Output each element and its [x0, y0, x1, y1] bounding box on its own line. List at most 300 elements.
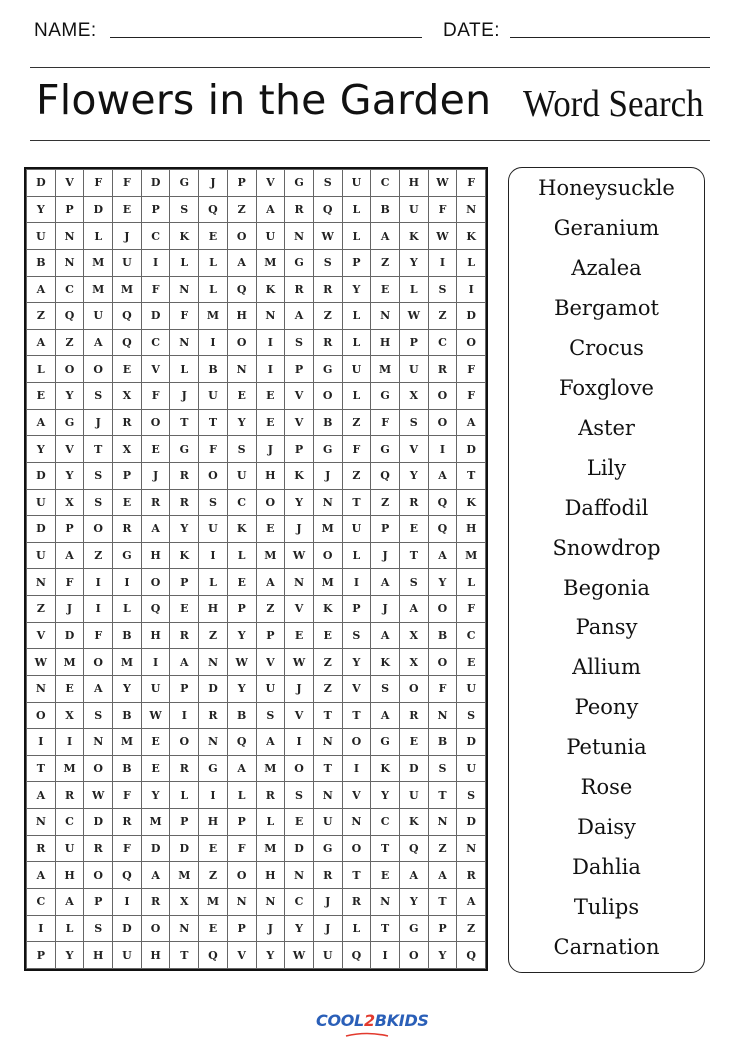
grid-cell[interactable]: O: [342, 835, 371, 862]
grid-cell[interactable]: A: [141, 862, 170, 889]
grid-cell[interactable]: N: [55, 249, 84, 276]
grid-cell[interactable]: A: [399, 862, 428, 889]
grid-cell[interactable]: E: [371, 276, 400, 303]
grid-cell[interactable]: W: [285, 942, 314, 969]
grid-cell[interactable]: Y: [371, 782, 400, 809]
grid-cell[interactable]: M: [113, 276, 142, 303]
grid-cell[interactable]: C: [141, 329, 170, 356]
grid-cell[interactable]: Z: [457, 915, 486, 942]
grid-cell[interactable]: P: [170, 809, 199, 836]
grid-cell[interactable]: Y: [428, 569, 457, 596]
grid-cell[interactable]: Z: [371, 249, 400, 276]
grid-cell[interactable]: L: [227, 542, 256, 569]
grid-cell[interactable]: Z: [227, 196, 256, 223]
grid-cell[interactable]: A: [457, 409, 486, 436]
grid-cell[interactable]: Q: [457, 942, 486, 969]
grid-cell[interactable]: W: [84, 782, 113, 809]
grid-cell[interactable]: G: [313, 356, 342, 383]
grid-cell[interactable]: R: [313, 329, 342, 356]
grid-cell[interactable]: P: [84, 888, 113, 915]
grid-cell[interactable]: E: [227, 569, 256, 596]
grid-cell[interactable]: S: [285, 329, 314, 356]
grid-cell[interactable]: U: [27, 223, 56, 250]
grid-cell[interactable]: Z: [313, 303, 342, 330]
grid-cell[interactable]: F: [141, 383, 170, 410]
grid-cell[interactable]: Y: [227, 675, 256, 702]
date-field[interactable]: [510, 37, 710, 38]
grid-cell[interactable]: M: [256, 755, 285, 782]
grid-cell[interactable]: N: [313, 729, 342, 756]
grid-cell[interactable]: P: [170, 569, 199, 596]
grid-cell[interactable]: S: [371, 675, 400, 702]
grid-cell[interactable]: O: [55, 356, 84, 383]
grid-cell[interactable]: G: [313, 436, 342, 463]
grid-cell[interactable]: S: [313, 249, 342, 276]
grid-cell[interactable]: J: [371, 542, 400, 569]
grid-cell[interactable]: M: [84, 276, 113, 303]
grid-cell[interactable]: N: [285, 569, 314, 596]
grid-cell[interactable]: I: [199, 782, 228, 809]
grid-cell[interactable]: Q: [313, 196, 342, 223]
grid-cell[interactable]: E: [285, 809, 314, 836]
grid-cell[interactable]: F: [428, 675, 457, 702]
grid-cell[interactable]: V: [27, 622, 56, 649]
grid-cell[interactable]: L: [342, 329, 371, 356]
grid-cell[interactable]: U: [113, 249, 142, 276]
grid-cell[interactable]: D: [199, 675, 228, 702]
grid-cell[interactable]: G: [199, 755, 228, 782]
grid-cell[interactable]: W: [399, 303, 428, 330]
grid-cell[interactable]: L: [27, 356, 56, 383]
grid-cell[interactable]: U: [27, 542, 56, 569]
grid-cell[interactable]: R: [399, 702, 428, 729]
grid-cell[interactable]: A: [227, 755, 256, 782]
grid-cell[interactable]: Y: [227, 409, 256, 436]
grid-cell[interactable]: H: [399, 170, 428, 197]
grid-cell[interactable]: U: [55, 835, 84, 862]
grid-cell[interactable]: B: [113, 622, 142, 649]
grid-cell[interactable]: P: [342, 249, 371, 276]
grid-cell[interactable]: H: [55, 862, 84, 889]
grid-cell[interactable]: L: [170, 782, 199, 809]
grid-cell[interactable]: F: [84, 170, 113, 197]
grid-cell[interactable]: M: [199, 303, 228, 330]
name-field[interactable]: [110, 37, 422, 38]
grid-cell[interactable]: M: [256, 835, 285, 862]
grid-cell[interactable]: X: [113, 383, 142, 410]
grid-cell[interactable]: D: [113, 915, 142, 942]
grid-cell[interactable]: E: [399, 516, 428, 543]
grid-cell[interactable]: N: [170, 915, 199, 942]
grid-cell[interactable]: F: [84, 622, 113, 649]
grid-cell[interactable]: N: [313, 782, 342, 809]
grid-cell[interactable]: Y: [55, 462, 84, 489]
grid-cell[interactable]: P: [55, 196, 84, 223]
grid-cell[interactable]: X: [55, 489, 84, 516]
grid-cell[interactable]: D: [84, 196, 113, 223]
grid-cell[interactable]: E: [55, 675, 84, 702]
grid-cell[interactable]: O: [457, 329, 486, 356]
grid-cell[interactable]: I: [113, 569, 142, 596]
grid-cell[interactable]: X: [399, 649, 428, 676]
grid-cell[interactable]: K: [170, 223, 199, 250]
grid-cell[interactable]: O: [342, 729, 371, 756]
grid-cell[interactable]: G: [113, 542, 142, 569]
grid-cell[interactable]: H: [141, 942, 170, 969]
grid-cell[interactable]: A: [285, 303, 314, 330]
grid-cell[interactable]: W: [285, 649, 314, 676]
grid-cell[interactable]: R: [313, 276, 342, 303]
grid-cell[interactable]: M: [371, 356, 400, 383]
grid-cell[interactable]: Y: [342, 649, 371, 676]
grid-cell[interactable]: F: [55, 569, 84, 596]
grid-cell[interactable]: C: [428, 329, 457, 356]
grid-cell[interactable]: Q: [199, 196, 228, 223]
grid-cell[interactable]: A: [371, 702, 400, 729]
grid-cell[interactable]: I: [27, 729, 56, 756]
grid-cell[interactable]: Z: [342, 409, 371, 436]
grid-cell[interactable]: Z: [256, 596, 285, 623]
grid-cell[interactable]: F: [428, 196, 457, 223]
grid-cell[interactable]: U: [457, 675, 486, 702]
grid-cell[interactable]: J: [313, 888, 342, 915]
grid-cell[interactable]: J: [256, 436, 285, 463]
grid-cell[interactable]: J: [313, 462, 342, 489]
grid-cell[interactable]: T: [342, 862, 371, 889]
grid-cell[interactable]: M: [256, 542, 285, 569]
grid-cell[interactable]: L: [55, 915, 84, 942]
grid-cell[interactable]: F: [457, 170, 486, 197]
grid-cell[interactable]: L: [342, 223, 371, 250]
grid-cell[interactable]: P: [399, 329, 428, 356]
grid-cell[interactable]: N: [313, 489, 342, 516]
grid-cell[interactable]: T: [371, 915, 400, 942]
grid-cell[interactable]: A: [428, 862, 457, 889]
grid-cell[interactable]: U: [457, 755, 486, 782]
grid-cell[interactable]: S: [313, 170, 342, 197]
grid-cell[interactable]: F: [113, 835, 142, 862]
grid-cell[interactable]: R: [141, 888, 170, 915]
grid-cell[interactable]: E: [457, 649, 486, 676]
grid-cell[interactable]: V: [342, 782, 371, 809]
grid-cell[interactable]: A: [428, 462, 457, 489]
grid-cell[interactable]: R: [170, 755, 199, 782]
grid-cell[interactable]: V: [285, 383, 314, 410]
grid-cell[interactable]: O: [227, 329, 256, 356]
grid-cell[interactable]: D: [399, 755, 428, 782]
grid-cell[interactable]: U: [342, 516, 371, 543]
grid-cell[interactable]: T: [371, 835, 400, 862]
grid-cell[interactable]: J: [371, 596, 400, 623]
grid-cell[interactable]: D: [457, 729, 486, 756]
grid-cell[interactable]: C: [227, 489, 256, 516]
grid-cell[interactable]: S: [227, 436, 256, 463]
grid-cell[interactable]: I: [113, 888, 142, 915]
grid-cell[interactable]: R: [399, 489, 428, 516]
grid-cell[interactable]: A: [256, 569, 285, 596]
grid-cell[interactable]: N: [428, 809, 457, 836]
grid-cell[interactable]: R: [113, 809, 142, 836]
grid-cell[interactable]: T: [170, 409, 199, 436]
grid-cell[interactable]: O: [141, 569, 170, 596]
grid-cell[interactable]: K: [170, 542, 199, 569]
grid-cell[interactable]: R: [256, 782, 285, 809]
grid-cell[interactable]: R: [313, 862, 342, 889]
grid-cell[interactable]: I: [27, 915, 56, 942]
grid-cell[interactable]: V: [256, 170, 285, 197]
grid-cell[interactable]: L: [457, 569, 486, 596]
grid-cell[interactable]: Q: [371, 462, 400, 489]
grid-cell[interactable]: M: [141, 809, 170, 836]
grid-cell[interactable]: B: [313, 409, 342, 436]
grid-cell[interactable]: U: [313, 809, 342, 836]
grid-cell[interactable]: U: [227, 462, 256, 489]
grid-cell[interactable]: O: [313, 383, 342, 410]
grid-cell[interactable]: X: [399, 383, 428, 410]
grid-cell[interactable]: W: [141, 702, 170, 729]
grid-cell[interactable]: A: [141, 516, 170, 543]
grid-cell[interactable]: A: [27, 409, 56, 436]
grid-cell[interactable]: S: [285, 782, 314, 809]
grid-cell[interactable]: U: [84, 303, 113, 330]
grid-cell[interactable]: Y: [399, 888, 428, 915]
grid-cell[interactable]: W: [428, 223, 457, 250]
grid-cell[interactable]: T: [27, 755, 56, 782]
grid-cell[interactable]: M: [170, 862, 199, 889]
grid-cell[interactable]: T: [457, 462, 486, 489]
grid-cell[interactable]: I: [141, 649, 170, 676]
grid-cell[interactable]: L: [342, 383, 371, 410]
grid-cell[interactable]: T: [428, 782, 457, 809]
grid-cell[interactable]: A: [256, 196, 285, 223]
grid-cell[interactable]: F: [199, 436, 228, 463]
grid-cell[interactable]: X: [399, 622, 428, 649]
grid-cell[interactable]: O: [170, 729, 199, 756]
grid-cell[interactable]: O: [84, 356, 113, 383]
grid-cell[interactable]: Y: [113, 675, 142, 702]
grid-cell[interactable]: Q: [113, 329, 142, 356]
grid-cell[interactable]: J: [199, 170, 228, 197]
grid-cell[interactable]: C: [285, 888, 314, 915]
grid-cell[interactable]: A: [256, 729, 285, 756]
grid-cell[interactable]: G: [371, 436, 400, 463]
grid-cell[interactable]: M: [313, 569, 342, 596]
grid-cell[interactable]: C: [141, 223, 170, 250]
grid-cell[interactable]: S: [428, 755, 457, 782]
grid-cell[interactable]: S: [256, 702, 285, 729]
grid-cell[interactable]: V: [256, 649, 285, 676]
grid-cell[interactable]: O: [428, 409, 457, 436]
grid-cell[interactable]: F: [141, 276, 170, 303]
grid-cell[interactable]: W: [27, 649, 56, 676]
grid-cell[interactable]: N: [428, 702, 457, 729]
grid-cell[interactable]: Q: [199, 942, 228, 969]
grid-cell[interactable]: O: [84, 862, 113, 889]
grid-cell[interactable]: A: [84, 675, 113, 702]
grid-cell[interactable]: B: [371, 196, 400, 223]
grid-cell[interactable]: A: [170, 649, 199, 676]
grid-cell[interactable]: I: [428, 436, 457, 463]
grid-cell[interactable]: A: [55, 542, 84, 569]
grid-cell[interactable]: U: [256, 675, 285, 702]
grid-cell[interactable]: J: [313, 915, 342, 942]
grid-cell[interactable]: J: [285, 675, 314, 702]
grid-cell[interactable]: O: [399, 942, 428, 969]
grid-cell[interactable]: D: [27, 462, 56, 489]
grid-cell[interactable]: T: [342, 702, 371, 729]
grid-cell[interactable]: P: [27, 942, 56, 969]
grid-cell[interactable]: R: [285, 276, 314, 303]
grid-cell[interactable]: I: [55, 729, 84, 756]
grid-cell[interactable]: S: [84, 702, 113, 729]
grid-cell[interactable]: S: [84, 383, 113, 410]
grid-cell[interactable]: Z: [313, 675, 342, 702]
grid-cell[interactable]: U: [399, 196, 428, 223]
grid-cell[interactable]: D: [27, 170, 56, 197]
grid-cell[interactable]: D: [285, 835, 314, 862]
grid-cell[interactable]: L: [457, 249, 486, 276]
grid-cell[interactable]: U: [113, 942, 142, 969]
grid-cell[interactable]: Z: [342, 462, 371, 489]
grid-cell[interactable]: U: [27, 489, 56, 516]
grid-cell[interactable]: E: [227, 383, 256, 410]
grid-cell[interactable]: O: [141, 915, 170, 942]
grid-cell[interactable]: A: [84, 329, 113, 356]
grid-cell[interactable]: L: [342, 196, 371, 223]
grid-cell[interactable]: J: [170, 383, 199, 410]
grid-cell[interactable]: H: [371, 329, 400, 356]
grid-cell[interactable]: E: [256, 383, 285, 410]
grid-cell[interactable]: Z: [199, 862, 228, 889]
grid-cell[interactable]: T: [342, 489, 371, 516]
grid-cell[interactable]: O: [313, 542, 342, 569]
grid-cell[interactable]: F: [170, 303, 199, 330]
grid-cell[interactable]: H: [227, 303, 256, 330]
grid-cell[interactable]: M: [84, 249, 113, 276]
grid-cell[interactable]: E: [285, 622, 314, 649]
grid-cell[interactable]: I: [428, 249, 457, 276]
grid-cell[interactable]: W: [227, 649, 256, 676]
grid-cell[interactable]: Z: [55, 329, 84, 356]
grid-cell[interactable]: O: [84, 516, 113, 543]
grid-cell[interactable]: L: [170, 356, 199, 383]
grid-cell[interactable]: K: [371, 649, 400, 676]
grid-cell[interactable]: Y: [399, 249, 428, 276]
grid-cell[interactable]: S: [84, 462, 113, 489]
grid-cell[interactable]: O: [141, 409, 170, 436]
grid-cell[interactable]: Z: [428, 835, 457, 862]
grid-cell[interactable]: F: [457, 596, 486, 623]
grid-cell[interactable]: A: [27, 782, 56, 809]
grid-cell[interactable]: Z: [27, 303, 56, 330]
grid-cell[interactable]: N: [285, 862, 314, 889]
grid-cell[interactable]: O: [227, 223, 256, 250]
grid-cell[interactable]: R: [84, 835, 113, 862]
grid-cell[interactable]: M: [457, 542, 486, 569]
grid-cell[interactable]: A: [371, 569, 400, 596]
grid-cell[interactable]: J: [256, 915, 285, 942]
grid-cell[interactable]: Q: [428, 516, 457, 543]
grid-cell[interactable]: I: [256, 329, 285, 356]
grid-cell[interactable]: P: [256, 622, 285, 649]
grid-cell[interactable]: I: [256, 356, 285, 383]
grid-cell[interactable]: D: [84, 809, 113, 836]
grid-cell[interactable]: P: [227, 915, 256, 942]
grid-cell[interactable]: R: [428, 356, 457, 383]
grid-cell[interactable]: I: [199, 542, 228, 569]
grid-cell[interactable]: P: [227, 809, 256, 836]
grid-cell[interactable]: I: [84, 596, 113, 623]
grid-cell[interactable]: B: [113, 702, 142, 729]
grid-cell[interactable]: Z: [27, 596, 56, 623]
grid-cell[interactable]: I: [84, 569, 113, 596]
grid-cell[interactable]: Q: [141, 596, 170, 623]
grid-cell[interactable]: Y: [227, 622, 256, 649]
grid-cell[interactable]: Z: [371, 489, 400, 516]
grid-cell[interactable]: F: [113, 782, 142, 809]
grid-cell[interactable]: J: [55, 596, 84, 623]
grid-cell[interactable]: C: [371, 170, 400, 197]
grid-cell[interactable]: S: [84, 915, 113, 942]
grid-cell[interactable]: B: [227, 702, 256, 729]
grid-cell[interactable]: N: [199, 729, 228, 756]
grid-cell[interactable]: I: [342, 569, 371, 596]
grid-cell[interactable]: D: [55, 622, 84, 649]
grid-cell[interactable]: N: [227, 356, 256, 383]
grid-cell[interactable]: R: [285, 196, 314, 223]
grid-cell[interactable]: R: [170, 489, 199, 516]
grid-cell[interactable]: R: [141, 489, 170, 516]
grid-cell[interactable]: J: [141, 462, 170, 489]
grid-cell[interactable]: F: [457, 383, 486, 410]
grid-cell[interactable]: N: [256, 888, 285, 915]
grid-cell[interactable]: S: [457, 782, 486, 809]
grid-cell[interactable]: L: [342, 303, 371, 330]
grid-cell[interactable]: K: [399, 809, 428, 836]
grid-cell[interactable]: Y: [55, 942, 84, 969]
grid-cell[interactable]: E: [313, 622, 342, 649]
grid-cell[interactable]: G: [55, 409, 84, 436]
grid-cell[interactable]: Q: [55, 303, 84, 330]
grid-cell[interactable]: I: [457, 276, 486, 303]
grid-cell[interactable]: P: [285, 356, 314, 383]
grid-cell[interactable]: T: [199, 409, 228, 436]
grid-cell[interactable]: P: [55, 516, 84, 543]
grid-cell[interactable]: Y: [27, 436, 56, 463]
grid-cell[interactable]: E: [170, 596, 199, 623]
grid-cell[interactable]: E: [113, 196, 142, 223]
grid-cell[interactable]: N: [55, 223, 84, 250]
grid-cell[interactable]: F: [342, 436, 371, 463]
grid-cell[interactable]: I: [342, 755, 371, 782]
grid-cell[interactable]: I: [170, 702, 199, 729]
grid-cell[interactable]: D: [457, 809, 486, 836]
grid-cell[interactable]: B: [199, 356, 228, 383]
grid-cell[interactable]: C: [55, 276, 84, 303]
grid-cell[interactable]: N: [457, 196, 486, 223]
grid-cell[interactable]: Z: [199, 622, 228, 649]
grid-cell[interactable]: E: [141, 436, 170, 463]
grid-cell[interactable]: W: [313, 223, 342, 250]
grid-cell[interactable]: P: [170, 675, 199, 702]
grid-cell[interactable]: B: [428, 729, 457, 756]
grid-cell[interactable]: U: [199, 383, 228, 410]
grid-cell[interactable]: U: [199, 516, 228, 543]
grid-cell[interactable]: N: [27, 569, 56, 596]
grid-cell[interactable]: Q: [399, 835, 428, 862]
grid-cell[interactable]: R: [113, 516, 142, 543]
grid-cell[interactable]: U: [313, 942, 342, 969]
